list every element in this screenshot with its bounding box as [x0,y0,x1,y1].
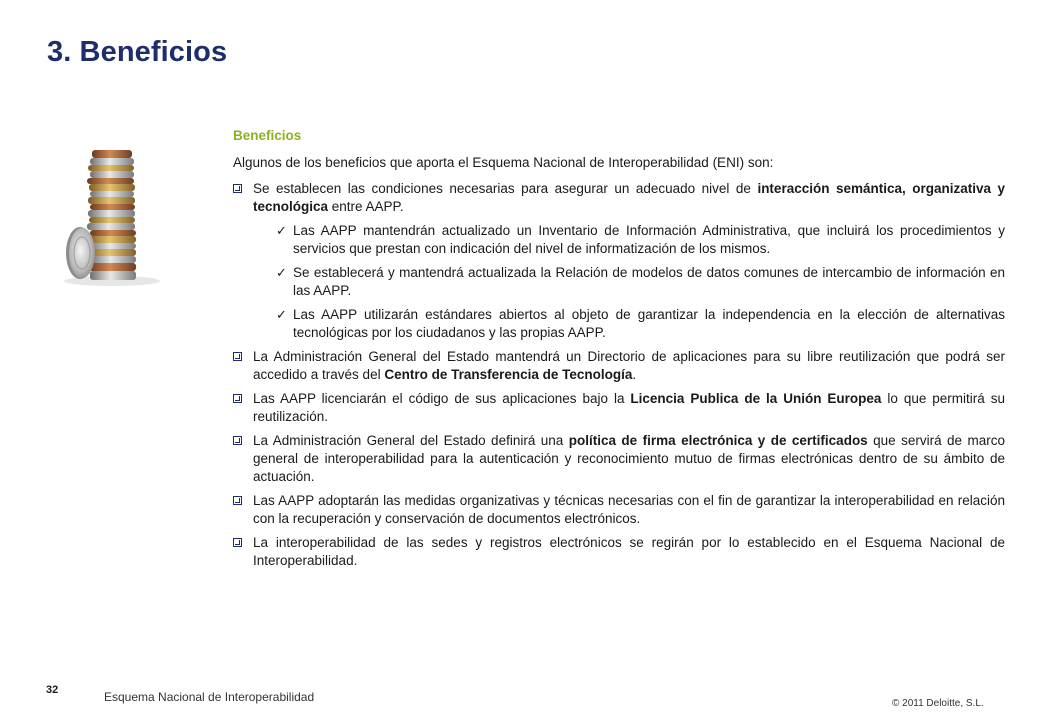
sub-item [273,306,1005,342]
sub-item [273,222,1005,258]
check-icon: ✓ [276,265,287,280]
bullet-text: La Administración General del Estado definirá una [253,433,569,448]
bullet-text: Las AAPP adoptarán las medidas organizativas y técnicas necesarias con el fin de garantizar la interoperabilidad en relación con la recuperación y conservación de documentos electrónicos. [253,493,1005,526]
sub-item-text: Se establecerá y mantendrá actualizada la Relación de modelos de datos comunes de intercambio de información en las AAPP. [293,265,1005,298]
section-heading: Beneficios [233,128,302,143]
square-bullet-icon [233,352,242,361]
bullet-item [233,432,1005,486]
footer-copyright: © 2011 Deloitte, S.L. [892,698,984,709]
sub-item-text: Las AAPP mantendrán actualizado un Inventario de Información Administrativa, que incluirá los procedimientos y servicios que prestan con indicación del nivel de informatización de los mismos. [293,223,1005,256]
bullet-text: entre AAPP. [328,199,404,214]
bullet-text: que servirá de marco general de interoperabilidad para la autenticación y reconocimiento mutuo de firmas electrónicas dentro de su ámbito de actuación. [253,433,1005,484]
square-bullet-icon [233,496,242,505]
sub-item [273,264,1005,300]
coin-stack-icon [50,138,175,288]
bullet-item [233,348,1005,384]
bullet-item [233,180,1005,216]
check-icon: ✓ [276,223,287,238]
bullet-text: lo que permitirá su reutilización. [253,391,1006,424]
bullet-item [233,390,1005,426]
bullet-bold-text: interacción semántica, organizativa y tecnológica [253,181,1005,214]
benefits-content [233,127,1005,576]
bullet-bold-text: Centro de Transferencia de Tecnología [384,367,633,382]
intro-text: Algunos de los beneficios que aporta el Esquema Nacional de Interoperabilidad (ENI) son: [233,155,774,170]
check-icon: ✓ [276,307,287,322]
square-bullet-icon [233,436,242,445]
bullet-text: La interoperabilidad de las sedes y registros electrónicos se regirán por lo establecido en el Esquema Nacional de Interoperabilidad. [253,535,1005,568]
bullet-text: . [632,367,637,382]
sub-item-text: Las AAPP utilizarán estándares abiertos al objeto de garantizar la independencia en la elección de alternativas tecnológicas por los ciudadanos y las propias AAPP. [293,307,1005,340]
page-number: 32 [46,684,59,696]
bullet-item [233,534,1005,570]
footer-document-name: Esquema Nacional de Interoperabilidad [104,690,315,704]
square-bullet-icon [233,538,242,547]
bullet-text: Las AAPP licenciarán el código de sus aplicaciones bajo la [253,391,631,406]
square-bullet-icon [233,394,242,403]
page-title: 3. Beneficios [47,36,228,68]
bullet-bold-text: Licencia Publica de la Unión Europea [630,391,882,406]
bullet-bold-text: política de firma electrónica y de certificados [568,433,868,448]
square-bullet-icon [233,184,242,193]
bullet-item [233,492,1005,528]
bullet-text: La Administración General del Estado mantendrá un Directorio de aplicaciones para su libre reutilización que podrá ser accedido a través del [253,349,1005,382]
bullet-text: Se establecen las condiciones necesarias para asegurar un adecuado nivel de [253,181,758,196]
